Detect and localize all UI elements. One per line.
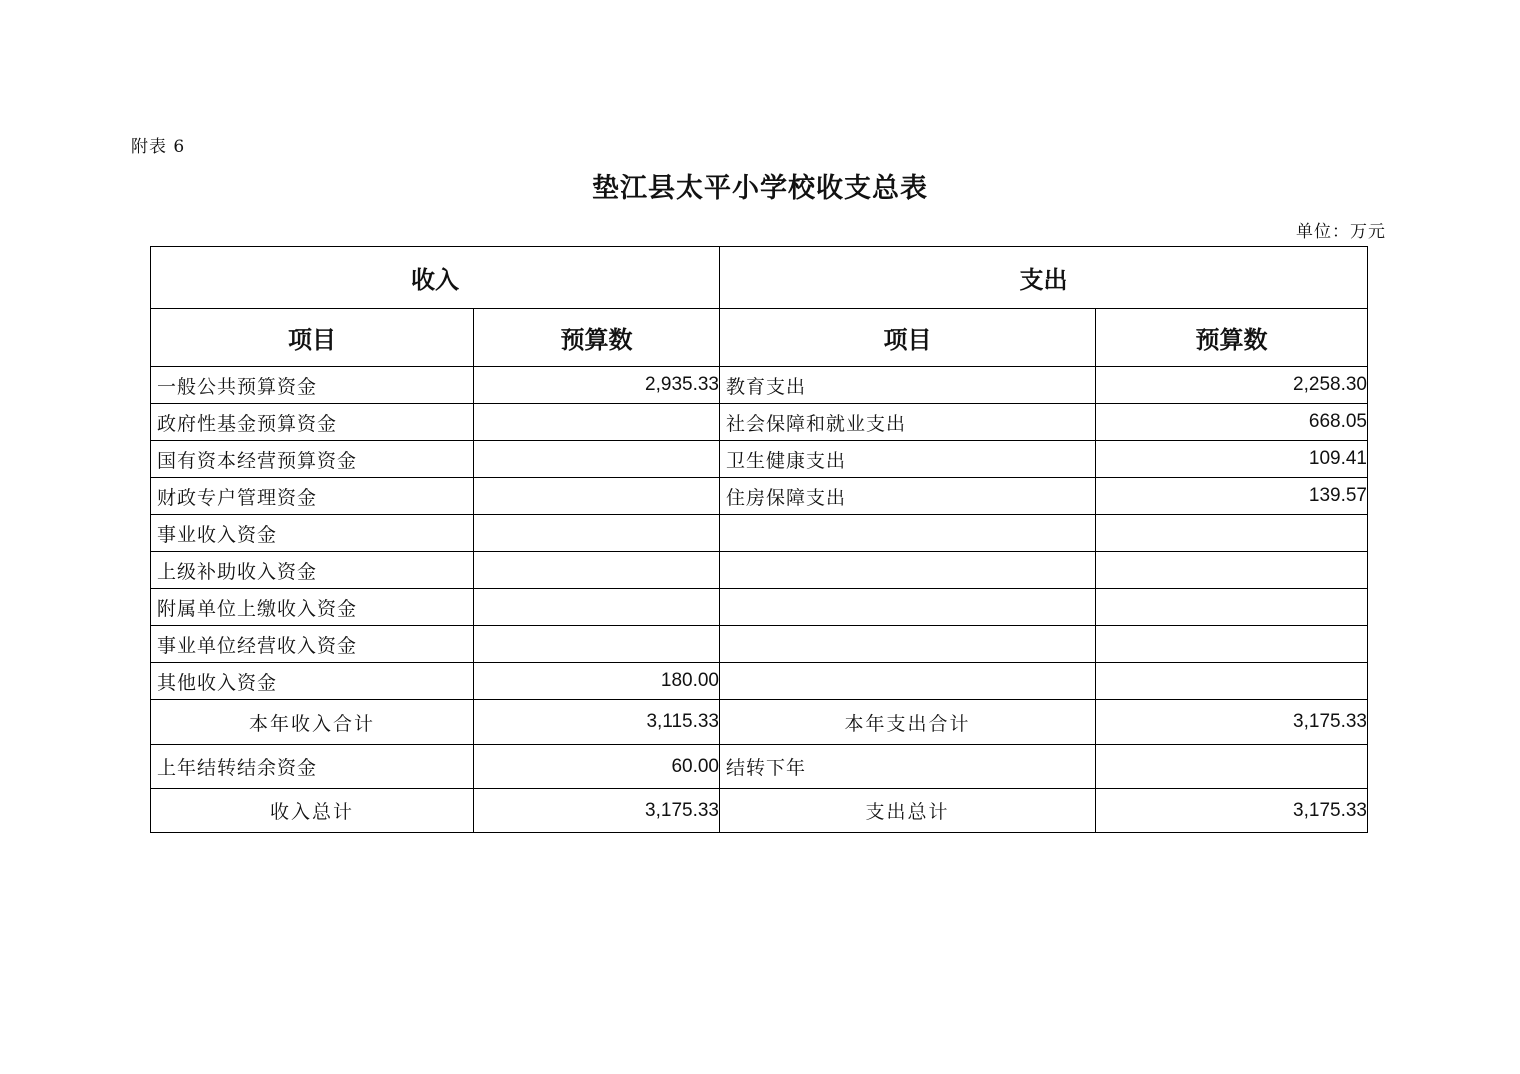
expense-value bbox=[1096, 663, 1368, 700]
column-header-row bbox=[151, 309, 1368, 367]
page-title: 垫江县太平小学校收支总表 bbox=[592, 173, 928, 204]
income-value: 2,935.33 bbox=[474, 367, 720, 404]
income-section-header: 收入 bbox=[151, 247, 720, 309]
expense-carryover-value bbox=[1096, 745, 1368, 789]
expense-total-value: 3,175.33 bbox=[1096, 789, 1368, 833]
table-row bbox=[151, 404, 1368, 441]
expense-value: 668.05 bbox=[1096, 404, 1368, 441]
income-value bbox=[474, 515, 720, 552]
expense-value bbox=[1096, 552, 1368, 589]
expense-item: 社会保障和就业支出 bbox=[720, 404, 1096, 441]
expense-value bbox=[1096, 626, 1368, 663]
expense-item bbox=[720, 626, 1096, 663]
expense-item bbox=[720, 663, 1096, 700]
income-value bbox=[474, 589, 720, 626]
income-value bbox=[474, 404, 720, 441]
income-item: 事业收入资金 bbox=[151, 515, 474, 552]
table-row bbox=[151, 552, 1368, 589]
income-item: 其他收入资金 bbox=[151, 663, 474, 700]
income-subtotal-label: 本年收入合计 bbox=[151, 700, 474, 745]
expense-item: 教育支出 bbox=[720, 367, 1096, 404]
income-total-label: 收入总计 bbox=[151, 789, 474, 833]
grand-total-row bbox=[151, 789, 1368, 833]
unit-label: 单位：万元 bbox=[1296, 222, 1386, 242]
expense-value: 2,258.30 bbox=[1096, 367, 1368, 404]
income-carryover-value: 60.00 bbox=[474, 745, 720, 789]
income-item: 事业单位经营收入资金 bbox=[151, 626, 474, 663]
income-value bbox=[474, 626, 720, 663]
expense-value bbox=[1096, 589, 1368, 626]
table-row bbox=[151, 367, 1368, 404]
income-item: 上级补助收入资金 bbox=[151, 552, 474, 589]
expense-value: 139.57 bbox=[1096, 478, 1368, 515]
income-item: 财政专户管理资金 bbox=[151, 478, 474, 515]
expense-value bbox=[1096, 515, 1368, 552]
budget-summary-table bbox=[150, 246, 1368, 833]
income-value bbox=[474, 552, 720, 589]
table-row bbox=[151, 515, 1368, 552]
expense-subtotal-value: 3,175.33 bbox=[1096, 700, 1368, 745]
income-value bbox=[474, 478, 720, 515]
carryover-row bbox=[151, 745, 1368, 789]
income-value bbox=[474, 441, 720, 478]
expense-item: 卫生健康支出 bbox=[720, 441, 1096, 478]
expense-budget-header: 预算数 bbox=[1096, 309, 1368, 367]
table-row bbox=[151, 478, 1368, 515]
income-item-header: 项目 bbox=[151, 309, 474, 367]
expense-value: 109.41 bbox=[1096, 441, 1368, 478]
expense-total-label: 支出总计 bbox=[720, 789, 1096, 833]
expense-carryover-label: 结转下年 bbox=[720, 745, 1096, 789]
table-row bbox=[151, 441, 1368, 478]
section-header-row bbox=[151, 247, 1368, 309]
subtotal-row bbox=[151, 700, 1368, 745]
income-item: 附属单位上缴收入资金 bbox=[151, 589, 474, 626]
expense-section-header: 支出 bbox=[720, 247, 1368, 309]
income-value: 180.00 bbox=[474, 663, 720, 700]
income-item: 政府性基金预算资金 bbox=[151, 404, 474, 441]
table-row bbox=[151, 663, 1368, 700]
table-row bbox=[151, 626, 1368, 663]
income-carryover-label: 上年结转结余资金 bbox=[151, 745, 474, 789]
expense-item bbox=[720, 552, 1096, 589]
income-budget-header: 预算数 bbox=[474, 309, 720, 367]
expense-item bbox=[720, 515, 1096, 552]
appendix-label: 附表 6 bbox=[131, 137, 186, 157]
expense-item: 住房保障支出 bbox=[720, 478, 1096, 515]
income-subtotal-value: 3,115.33 bbox=[474, 700, 720, 745]
expense-item bbox=[720, 589, 1096, 626]
expense-item-header: 项目 bbox=[720, 309, 1096, 367]
income-total-value: 3,175.33 bbox=[474, 789, 720, 833]
table-row bbox=[151, 589, 1368, 626]
expense-subtotal-label: 本年支出合计 bbox=[720, 700, 1096, 745]
income-item: 国有资本经营预算资金 bbox=[151, 441, 474, 478]
income-item: 一般公共预算资金 bbox=[151, 367, 474, 404]
